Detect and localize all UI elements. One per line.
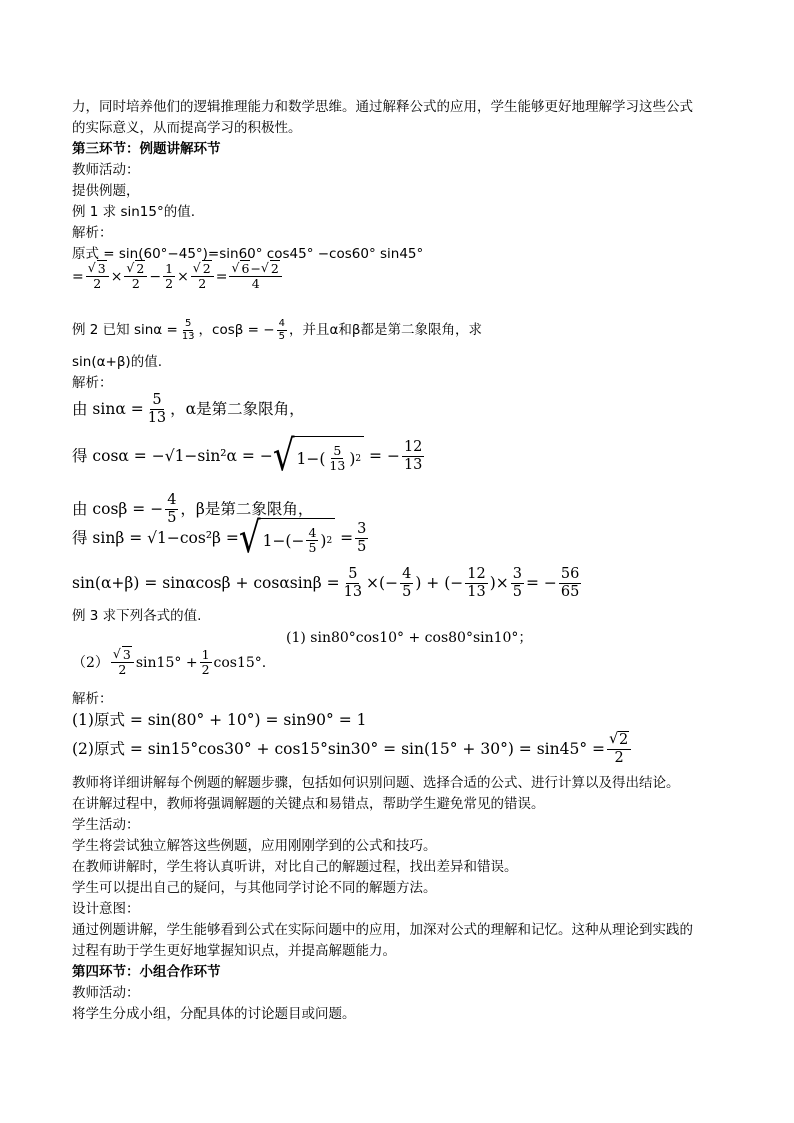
paragraph-4: 在教师讲解时，学生将认真听讲，对比自己的解题过程，找出差异和错误。 [72,859,518,875]
example-3-part-2: （2） √ $\frac{3}{2}$ sin15° + $\frac{1}{2}$ cos15°. [72,648,266,678]
example-3: 例 3 求下列各式的值. [72,608,202,624]
example-1-line-2: = √ $\frac{3}{2}$ × √ $\frac{2}{2}$ − $\frac{1}{2}$ × √ $\frac{2}{2}$ = √ $\frac{6-√ 2}{4}$ [72,262,284,292]
analysis-label: 解析： [72,225,113,241]
student-activity-label: 学生活动： [72,817,140,833]
design-intent-label: 设计意图： [72,901,140,917]
example-2: 例 2 已知 sinα = $\frac{5}{13}$ ，cosβ = − $\frac{4}{5}$ ，并且α和β都是第二象限角，求 [72,318,482,342]
get-sin-beta: 得 sinβ = √1−cos²β = √ 1−(− $\frac{4}{5}$ ) 2 = $\frac{3}{5}$ [72,513,367,563]
analysis-label-3: 解析： [72,691,113,707]
example-2-pre: 例 2 已知 sinα = [72,322,178,338]
provide-examples: 提供例题， [72,183,140,199]
paragraph-3: 学生将尝试独立解答这些例题，应用刚刚学到的公式和技巧。 [72,838,437,854]
paragraph-6-line-1: 通过例题讲解，学生能够看到公式在实际问题中的应用，加深对公式的理解和记忆。这种从理论到实践的 [72,922,693,938]
example-2-line-2: sin(α+β)的值. [72,354,162,370]
solution-2: (2)原式 = sin15°cos30° + cos15°sin30° = sin(15° + 30°) = sin45° = √ $\frac{2}{2}$ [72,732,633,766]
example-1: 例 1 求 sin15°的值. [72,204,196,220]
example-2-post: ，并且α和β都是第二象限角，求 [288,322,482,338]
intro-line-2: 的实际意义，从而提高学习的积极性。 [72,120,302,136]
paragraph-1: 教师将详细讲解每个例题的解题步骤，包括如何识别问题、选择合适的公式、进行计算以及得出结论。 [72,775,680,791]
paragraph-2: 在讲解过程中，教师将强调解题的关键点和易错点，帮助学生避免常见的错误。 [72,796,545,812]
paragraph-7: 将学生分成小组，分配具体的讨论题目或问题。 [72,1006,356,1022]
example-3-part-1: (1) sin80°cos10° + cos80°sin10°； [286,630,533,646]
section-3-title: 第三环节：例题讲解环节 [72,141,221,157]
paragraph-6-line-2: 过程有助于学生更好地掌握知识点，并提高解题能力。 [72,943,396,959]
intro-line-1: 力，同时培养他们的逻辑推理能力和数学思维。通过解释公式的应用，学生能够更好地理解学习这些公式 [72,99,693,115]
paragraph-5: 学生可以提出自己的疑问，与其他同学讨论不同的解题方法。 [72,880,437,896]
sin-sum: sin(α+β) = sinαcosβ + cosαsinβ = $\frac{5}{13}$ ×(− $\frac{4}{5}$ ) + (− $\frac{12}{13}$ )× $\frac{3}{5}$ = − $\frac{56}{65}$ [72,566,580,600]
example-1-line-1: 原式 = sin(60°−45°)=sin60° cos45° −cos60° sin45° [72,246,424,262]
analysis-label-2: 解析： [72,375,113,391]
section-4-title: 第四环节：小组合作环节 [72,964,221,980]
solution-1: (1)原式 = sin(80° + 10°) = sin90° = 1 [72,711,367,729]
example-2-mid: ，cosβ = − [198,322,275,338]
get-cos-alpha: 得 cosα = −√1−sin²α = − √ 1−( $\frac{5}{13}$ ) 2 = − $\frac{12}{13}$ [72,431,423,481]
by-sin-alpha: 由 sinα = $\frac{5}{13}$ ，α是第二象限角， [72,392,305,426]
teacher-activity-label-2: 教师活动： [72,985,140,1001]
by-cos-beta: 由 cosβ = − $\frac{4}{5}$ ，β是第二象限角， [72,492,314,526]
teacher-activity-label: 教师活动： [72,162,140,178]
